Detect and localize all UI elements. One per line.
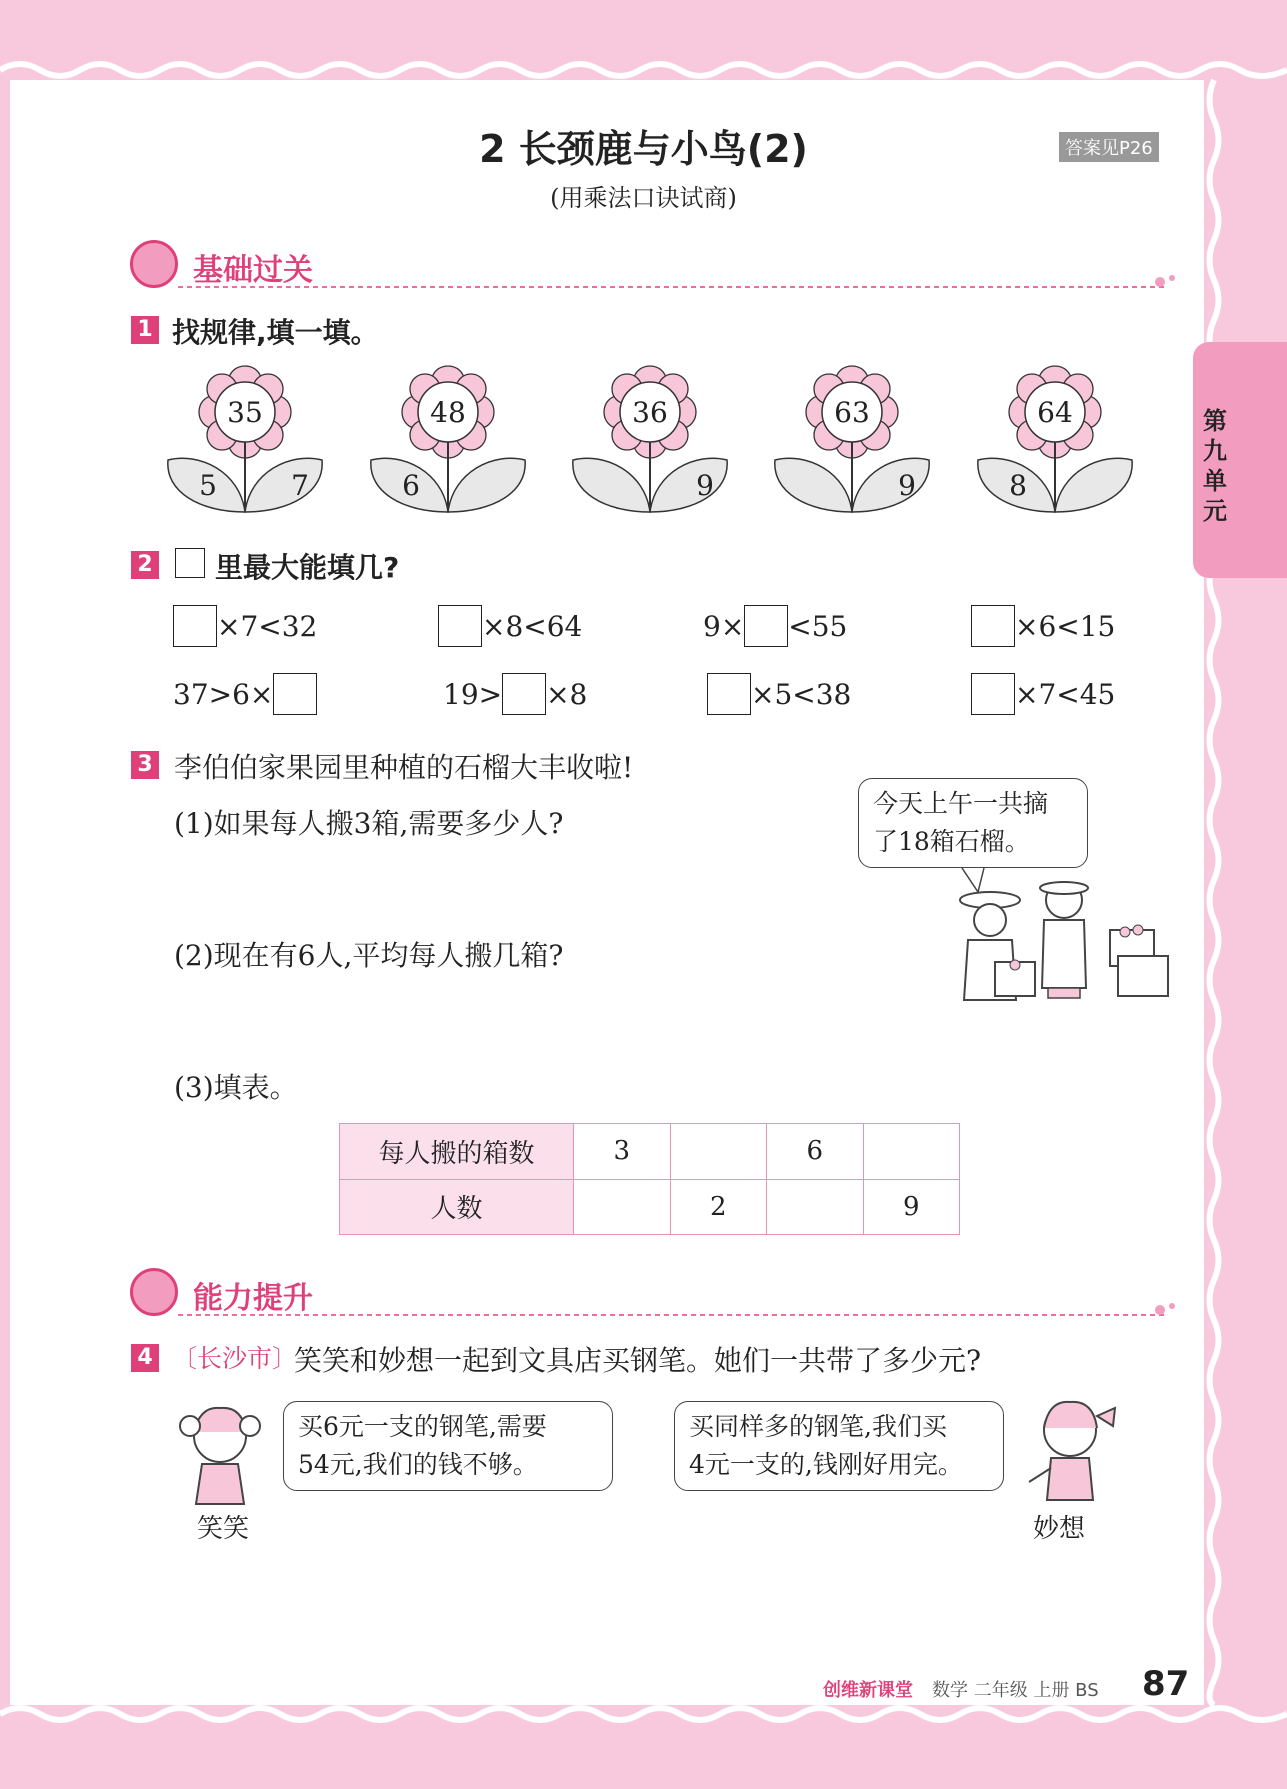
page-subtitle: (用乘法口诀试商) xyxy=(550,184,737,212)
character-name-xiaoxiao: 笑笑 xyxy=(197,1514,250,1544)
page-number: 87 xyxy=(1142,1664,1190,1704)
question-prompt: 笑笑和妙想一起到文具店买钢笔。她们一共带了多少元? xyxy=(294,1344,982,1377)
unit-side-tab-label: 第九单元 xyxy=(1203,407,1227,525)
question-number: 2 xyxy=(131,551,159,579)
flower-pattern-figure xyxy=(160,362,1160,522)
table-row xyxy=(340,1124,960,1180)
table-cell[interactable]: 2 xyxy=(670,1179,767,1235)
section-advanced-heading: 能力提升 xyxy=(193,1281,313,1316)
table-row-label: 人数 xyxy=(340,1179,574,1235)
flower-2-center: 48 xyxy=(430,396,466,429)
inequality-3: 9× <55 xyxy=(703,605,847,647)
answer-box-sample xyxy=(175,548,205,578)
answer-box[interactable] xyxy=(438,605,482,647)
answer-box[interactable] xyxy=(273,673,317,715)
flower-4-right: 9 xyxy=(898,469,916,502)
character-name-miaoxiang: 妙想 xyxy=(1033,1514,1086,1544)
table-cell[interactable] xyxy=(863,1124,960,1180)
question-prompt: 李伯伯家果园里种植的石榴大丰收啦! xyxy=(174,751,634,784)
table-cell[interactable]: 3 xyxy=(574,1124,671,1180)
flower-5-center: 64 xyxy=(1037,396,1073,429)
question-prompt: 找规律,填一填。 xyxy=(172,316,379,349)
footer-brand: 创维新课堂 xyxy=(823,1680,913,1701)
region-tag: 〔长沙市〕 xyxy=(172,1344,298,1373)
mascot-icon xyxy=(130,240,178,288)
table-cell[interactable] xyxy=(767,1179,864,1235)
flower-2 xyxy=(371,366,525,512)
speech-bubble-grandpa: 今天上午一共摘 了18箱石榴。 xyxy=(858,778,1088,868)
girl-xiaoxiao-illustration xyxy=(170,1396,270,1516)
flower-3-center: 36 xyxy=(632,396,668,429)
speech-bubble-xiaoxiao: 买6元一支的钢笔,需要 54元,我们的钱不够。 xyxy=(283,1401,613,1491)
question-number: 3 xyxy=(131,751,159,779)
table-cell[interactable] xyxy=(670,1124,767,1180)
inequality-1: ×7<32 xyxy=(173,605,317,647)
mascot-icon xyxy=(130,1268,178,1316)
flower-4-center: 63 xyxy=(834,396,870,429)
sub-question-2: (2)现在有6人,平均每人搬几箱? xyxy=(174,939,564,972)
bubble-tail xyxy=(960,868,1000,894)
table-cell[interactable] xyxy=(574,1179,671,1235)
question-number: 4 xyxy=(131,1344,159,1372)
inequality-6: 19> ×8 xyxy=(443,673,587,715)
inequality-2: ×8<64 xyxy=(438,605,582,647)
table-row xyxy=(340,1179,960,1235)
answer-box[interactable] xyxy=(971,605,1015,647)
flower-1-center: 35 xyxy=(227,396,263,429)
section-basic-heading: 基础过关 xyxy=(193,253,313,288)
question-number: 1 xyxy=(131,316,159,344)
footer-subject: 数学 二年级 上册 BS xyxy=(932,1680,1099,1701)
table-cell[interactable]: 9 xyxy=(863,1179,960,1235)
question-prompt: 里最大能填几? xyxy=(215,551,400,584)
flower-1-right: 7 xyxy=(291,469,309,502)
sub-question-3: (3)填表。 xyxy=(174,1071,298,1104)
flower-2-left: 6 xyxy=(402,469,420,502)
table-cell[interactable]: 6 xyxy=(767,1124,864,1180)
inequality-4: ×6<15 xyxy=(971,605,1115,647)
answer-box[interactable] xyxy=(971,673,1015,715)
boxes-people-table xyxy=(339,1123,960,1235)
answer-box[interactable] xyxy=(173,605,217,647)
answer-box[interactable] xyxy=(744,605,788,647)
answer-reference: 答案见P26 xyxy=(1059,132,1159,162)
speech-bubble-miaoxiang: 买同样多的钢笔,我们买 4元一支的,钱刚好用完。 xyxy=(674,1401,1004,1491)
flower-5-left: 8 xyxy=(1009,469,1027,502)
inequality-5: 37>6× xyxy=(173,673,317,715)
table-row-label: 每人搬的箱数 xyxy=(340,1124,574,1180)
page-title: 2 长颈鹿与小鸟(2) xyxy=(479,127,808,171)
girl-miaoxiang-illustration xyxy=(1015,1390,1125,1510)
answer-box[interactable] xyxy=(502,673,546,715)
flower-1-left: 5 xyxy=(199,469,217,502)
answer-box[interactable] xyxy=(707,673,751,715)
flower-5 xyxy=(978,366,1132,512)
inequality-7: ×5<38 xyxy=(707,673,851,715)
flower-3-right: 9 xyxy=(696,469,714,502)
sub-question-1: (1)如果每人搬3箱,需要多少人? xyxy=(174,807,564,840)
inequality-8: ×7<45 xyxy=(971,673,1115,715)
